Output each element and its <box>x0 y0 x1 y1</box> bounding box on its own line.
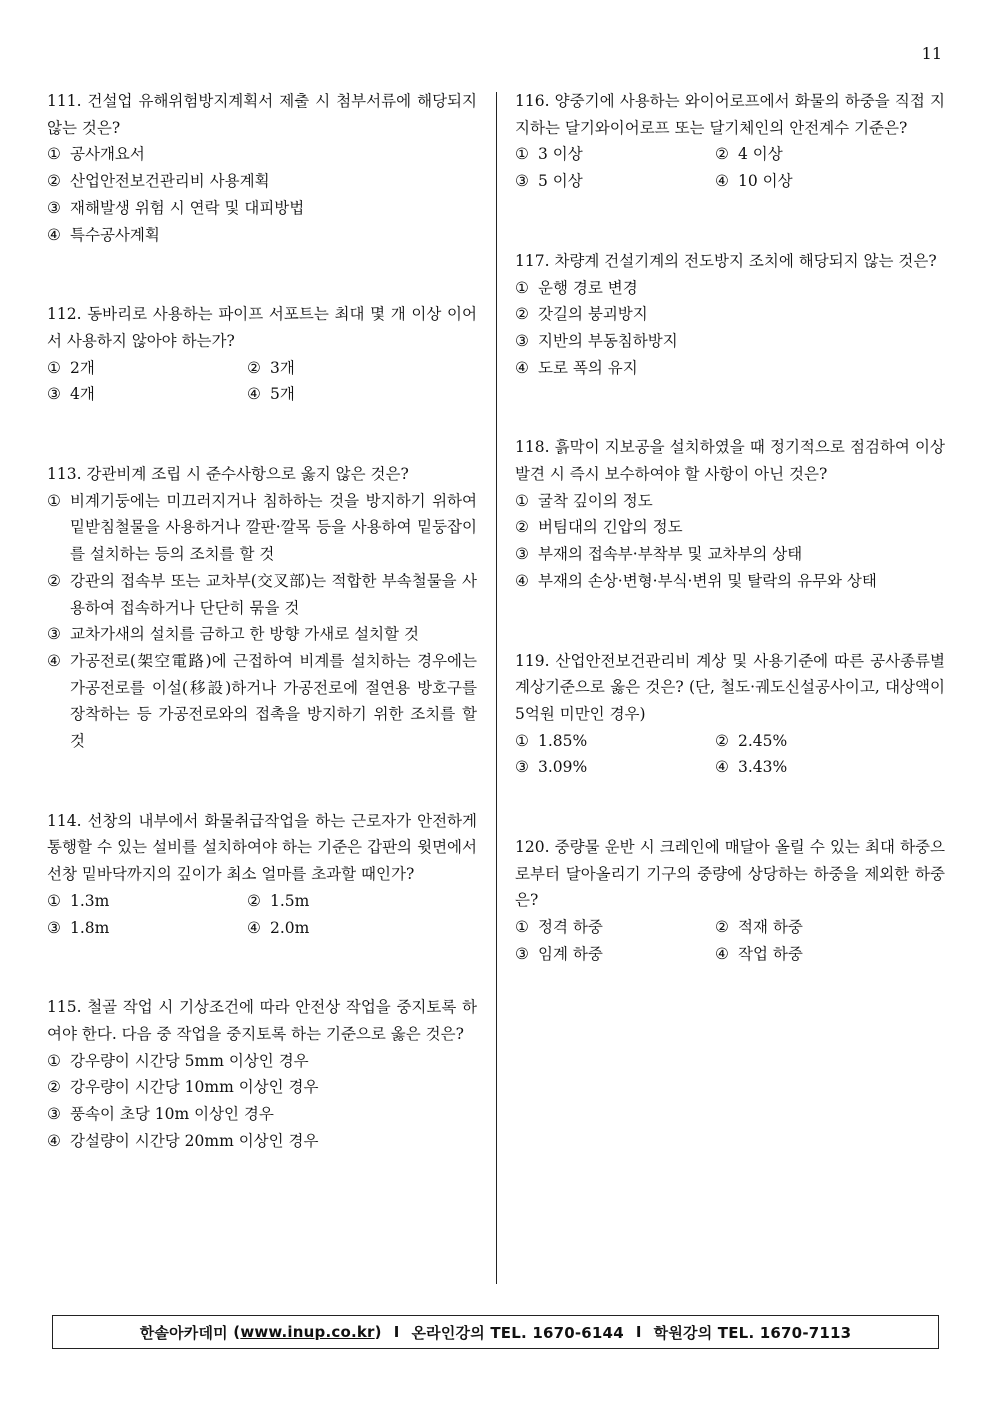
option-3: ③ 4개 <box>47 385 95 404</box>
option-3: ③ 1.8m <box>47 918 110 937</box>
option-1: ① 1.85% <box>515 731 588 750</box>
footer-box: 한솔아카데미 ( www.inup.co.kr ) I 온라인강의 TEL. 1670-6144 I 학원강의 TEL. 1670-7113 <box>52 1315 939 1349</box>
option-2: ② 산업안전보건관리비 사용계획 <box>47 172 270 191</box>
question-text: 114. 선창의 내부에서 화물취급작업을 하는 근로자가 안전하게 통행할 수 있는 설비를 설치하여야 하는 기준은 갑판의 윗면에서 선창 밑바닥까지의 깊이가 최소 얼마를 초과할 때인가? <box>47 811 477 884</box>
question-text: 115. 철골 작업 시 기상조건에 따라 안전상 작업을 중지토록 하여야 한다. 다음 중 작업을 중지토록 하는 기준으로 옳은 것은? <box>47 998 477 1043</box>
option-3: ③ 지반의 부동침하방지 <box>515 331 678 350</box>
footer-separator: I <box>635 1323 642 1341</box>
option-4: ④ 특수공사계획 <box>47 225 160 244</box>
question-text: 111. 건설업 유해위험방지계획서 제출 시 첨부서류에 해당되지 않는 것은? <box>47 92 477 137</box>
question-text: 119. 산업안전보건관리비 계상 및 사용기준에 따른 공사종류별 계상기준으로 옳은 것은? (단, 철도·궤도신설공사이고, 대상액이 5억원 미만인 경우) <box>515 651 945 723</box>
question-text: 112. 동바리로 사용하는 파이프 서포트는 최대 몇 개 이상 이어서 사용하지 않아야 하는가? <box>47 305 477 350</box>
option-1: ① 굴착 깊이의 정도 <box>515 491 653 510</box>
right-column <box>515 88 945 968</box>
question-112 <box>47 301 477 408</box>
options-grid <box>515 141 945 194</box>
options-grid <box>515 728 945 781</box>
footer-separator: I <box>393 1323 400 1341</box>
option-2: ② 1.5m <box>247 891 310 910</box>
option-4: ④ 가공전로(架空電路)에 근접하여 비계를 설치하는 경우에는 가공전로를 이설(移設)하거나 가공전로에 절연용 방호구를 장착하는 등 가공전로와의 접촉을 방지하기 위한 조치를 할 것 <box>47 651 477 751</box>
options-grid <box>47 888 477 941</box>
option-1: ① 3 이상 <box>515 145 583 164</box>
question-text: 116. 양중기에 사용하는 와이어로프에서 화물의 하중을 직접 지지하는 달기와이어로프 또는 달기체인의 안전계수 기준은? <box>515 92 945 137</box>
question-text: 120. 중량물 운반 시 크레인에 매달아 올릴 수 있는 최대 하중으로부터 달아올리기 기구의 중량에 상당하는 하중을 제외한 하중은? <box>515 838 945 910</box>
option-1: ① 1.3m <box>47 891 110 910</box>
footer-offline-phone: 학원강의 TEL. 1670-7113 <box>653 1323 852 1342</box>
option-1: ① 강우량이 시간당 5mm 이상인 경우 <box>47 1051 309 1070</box>
option-4: ④ 3.43% <box>715 758 788 777</box>
option-3: ③ 재해발생 위험 시 연락 및 대피방법 <box>47 198 305 217</box>
option-2: ② 갓길의 붕괴방지 <box>515 305 648 324</box>
question-text: 117. 차량계 건설기계의 전도방지 조치에 해당되지 않는 것은? <box>515 251 937 270</box>
option-4: ④ 도로 폭의 유지 <box>515 358 638 377</box>
option-1: ① 운행 경로 변경 <box>515 278 638 297</box>
option-3: ③ 3.09% <box>515 758 588 777</box>
question-115 <box>47 994 477 1154</box>
option-4: ④ 강설량이 시간당 20mm 이상인 경우 <box>47 1131 319 1150</box>
options-grid <box>515 914 945 967</box>
option-1: ① 2개 <box>47 358 95 377</box>
option-3: ③ 부재의 접속부·부착부 및 교차부의 상태 <box>515 545 803 564</box>
option-3: ③ 5 이상 <box>515 172 583 191</box>
option-3: ③ 임계 하중 <box>515 944 603 963</box>
option-4: ④ 부재의 손상·변형·부식·변위 및 탈락의 유무와 상태 <box>515 571 877 590</box>
question-text: 113. 강관비계 조립 시 준수사항으로 옳지 않은 것은? <box>47 465 409 484</box>
page-number: 11 <box>921 44 942 63</box>
question-111 <box>47 88 477 248</box>
option-2: ② 강우량이 시간당 10mm 이상인 경우 <box>47 1078 319 1097</box>
options-grid <box>47 355 477 408</box>
column-divider <box>496 92 497 1284</box>
option-2: ② 적재 하중 <box>715 918 803 937</box>
footer-online-phone: 온라인강의 TEL. 1670-6144 <box>411 1323 624 1342</box>
option-1: ① 정격 하중 <box>515 918 603 937</box>
option-4: ④ 2.0m <box>247 918 310 937</box>
option-2: ② 4 이상 <box>715 145 783 164</box>
question-114 <box>47 808 477 942</box>
option-4: ④ 10 이상 <box>715 172 793 191</box>
option-4: ④ 5개 <box>247 385 295 404</box>
option-4: ④ 작업 하중 <box>715 944 803 963</box>
option-2: ② 버팀대의 긴압의 정도 <box>515 518 683 537</box>
question-116 <box>515 88 945 195</box>
question-text: 118. 흙막이 지보공을 설치하였을 때 정기적으로 점검하여 이상 발견 시 즉시 보수하여야 할 사항이 아닌 것은? <box>515 438 945 484</box>
option-2: ② 2.45% <box>715 731 788 750</box>
question-119 <box>515 648 945 782</box>
option-3: ③ 풍속이 초당 10m 이상인 경우 <box>47 1105 274 1124</box>
footer-academy-name: 한솔아카데미 <box>139 1323 228 1342</box>
question-117 <box>515 248 945 382</box>
question-113 <box>47 461 477 755</box>
left-column <box>47 88 477 1155</box>
question-120 <box>515 834 945 968</box>
option-1: ① 공사개요서 <box>47 145 145 164</box>
question-118 <box>515 434 945 594</box>
option-1: ① 비계기둥에는 미끄러지거나 침하하는 것을 방지하기 위하여 밑받침철물을 사용하거나 깔판·깔목 등을 사용하여 밑둥잡이를 설치하는 등의 조치를 할 것 <box>47 491 477 564</box>
option-2: ② 강관의 접속부 또는 교차부(交叉部)는 적합한 부속철물을 사용하여 접속하거나 단단히 묶을 것 <box>47 571 477 617</box>
footer-website-link[interactable]: www.inup.co.kr <box>240 1323 375 1341</box>
option-2: ② 3개 <box>247 358 295 377</box>
option-3: ③ 교차가새의 설치를 금하고 한 방향 가새로 설치할 것 <box>47 625 419 644</box>
